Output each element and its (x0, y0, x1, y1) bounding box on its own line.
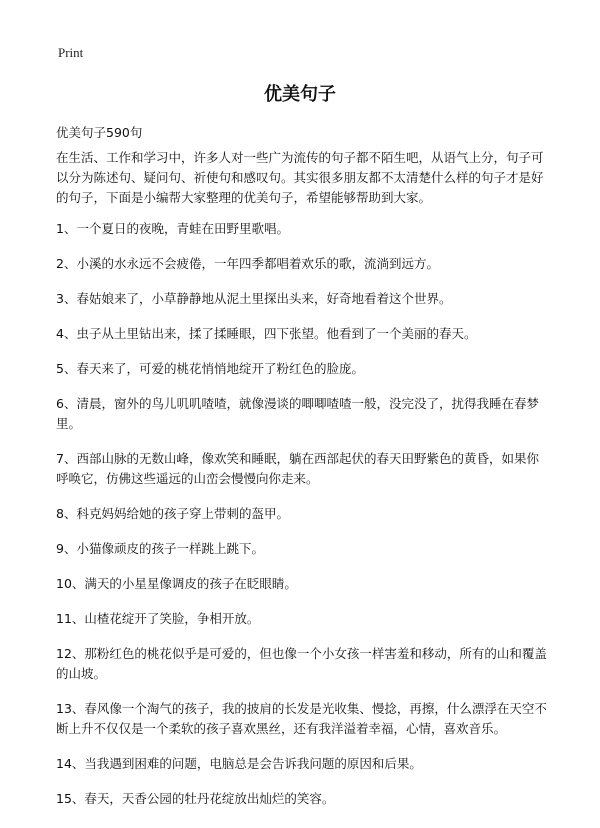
sentence-list (56, 219, 550, 809)
list-item: 15、春天，天香公园的牡丹花绽放出灿烂的笑容。 (56, 791, 335, 806)
list-item: 6、清晨，窗外的鸟儿叽叽喳喳，就像漫谈的唧唧喳喳一般，没完没了，扰得我睡在春梦里。 (56, 396, 539, 431)
list-item: 14、当我遇到困难的问题，电脑总是会告诉我问题的原因和后果。 (56, 756, 422, 771)
list-item: 10、满天的小星星像调皮的孩子在眨眼睛。 (56, 576, 297, 591)
list-item: 4、虫子从土里钻出来，揉了揉睡眼，四下张望。他看到了一个美丽的春天。 (56, 326, 477, 341)
list-item: 13、春风像一个淘气的孩子，我的披肩的长发是光收集、慢捻，再擦，什么漂浮在天空不断上升不仅仅是一个柔软的孩子喜欢黑丝，还有我洋溢着幸福，心情，喜欢音乐。 (56, 701, 547, 736)
article-body (56, 148, 550, 824)
list-item: 3、春姑娘来了，小草静静地从泥土里探出头来，好奇地看着这个世界。 (56, 291, 452, 306)
intro-paragraph: 在生活、工作和学习中，许多人对一些广为流传的句子都不陌生吧，从语气上分，句子可以分为陈述句、疑问句、祈使句和感叹句。其实很多朋友都不太清楚什么样的句子才是好的句子，下面是小编帮大家整理的优美句子，希望能够帮助到大家。 (56, 150, 544, 205)
list-item: 9、小猫像顽皮的孩子一样跳上跳下。 (56, 541, 264, 556)
list-item: 8、科克妈妈给她的孩子穿上带刺的盔甲。 (56, 506, 289, 521)
list-item: 12、那粉红色的桃花似乎是可爱的，但也像一个小女孩一样害羞和移动，所有的山和覆盖的山坡。 (56, 646, 547, 681)
print-link[interactable]: Print (58, 45, 84, 60)
article-subtitle: 优美句子590句 (56, 125, 143, 140)
list-item: 1、一个夏日的夜晚，青蛙在田野里歌唱。 (56, 221, 289, 236)
page-title: 优美句子 (264, 84, 336, 105)
list-item: 11、山楂花绽开了笑脸，争相开放。 (56, 611, 260, 626)
list-item: 2、小溪的水永远不会疲倦，一年四季都唱着欢乐的歌，流淌到远方。 (56, 256, 439, 271)
list-item: 5、春天来了，可爱的桃花悄悄地绽开了粉红色的脸庞。 (56, 361, 364, 376)
list-item: 7、西部山脉的无数山峰，像欢笑和睡眠，躺在西部起伏的春天田野紫色的黄昏，如果你呼唤它，仿佛这些遥远的山峦会慢慢向你走来。 (56, 451, 539, 486)
